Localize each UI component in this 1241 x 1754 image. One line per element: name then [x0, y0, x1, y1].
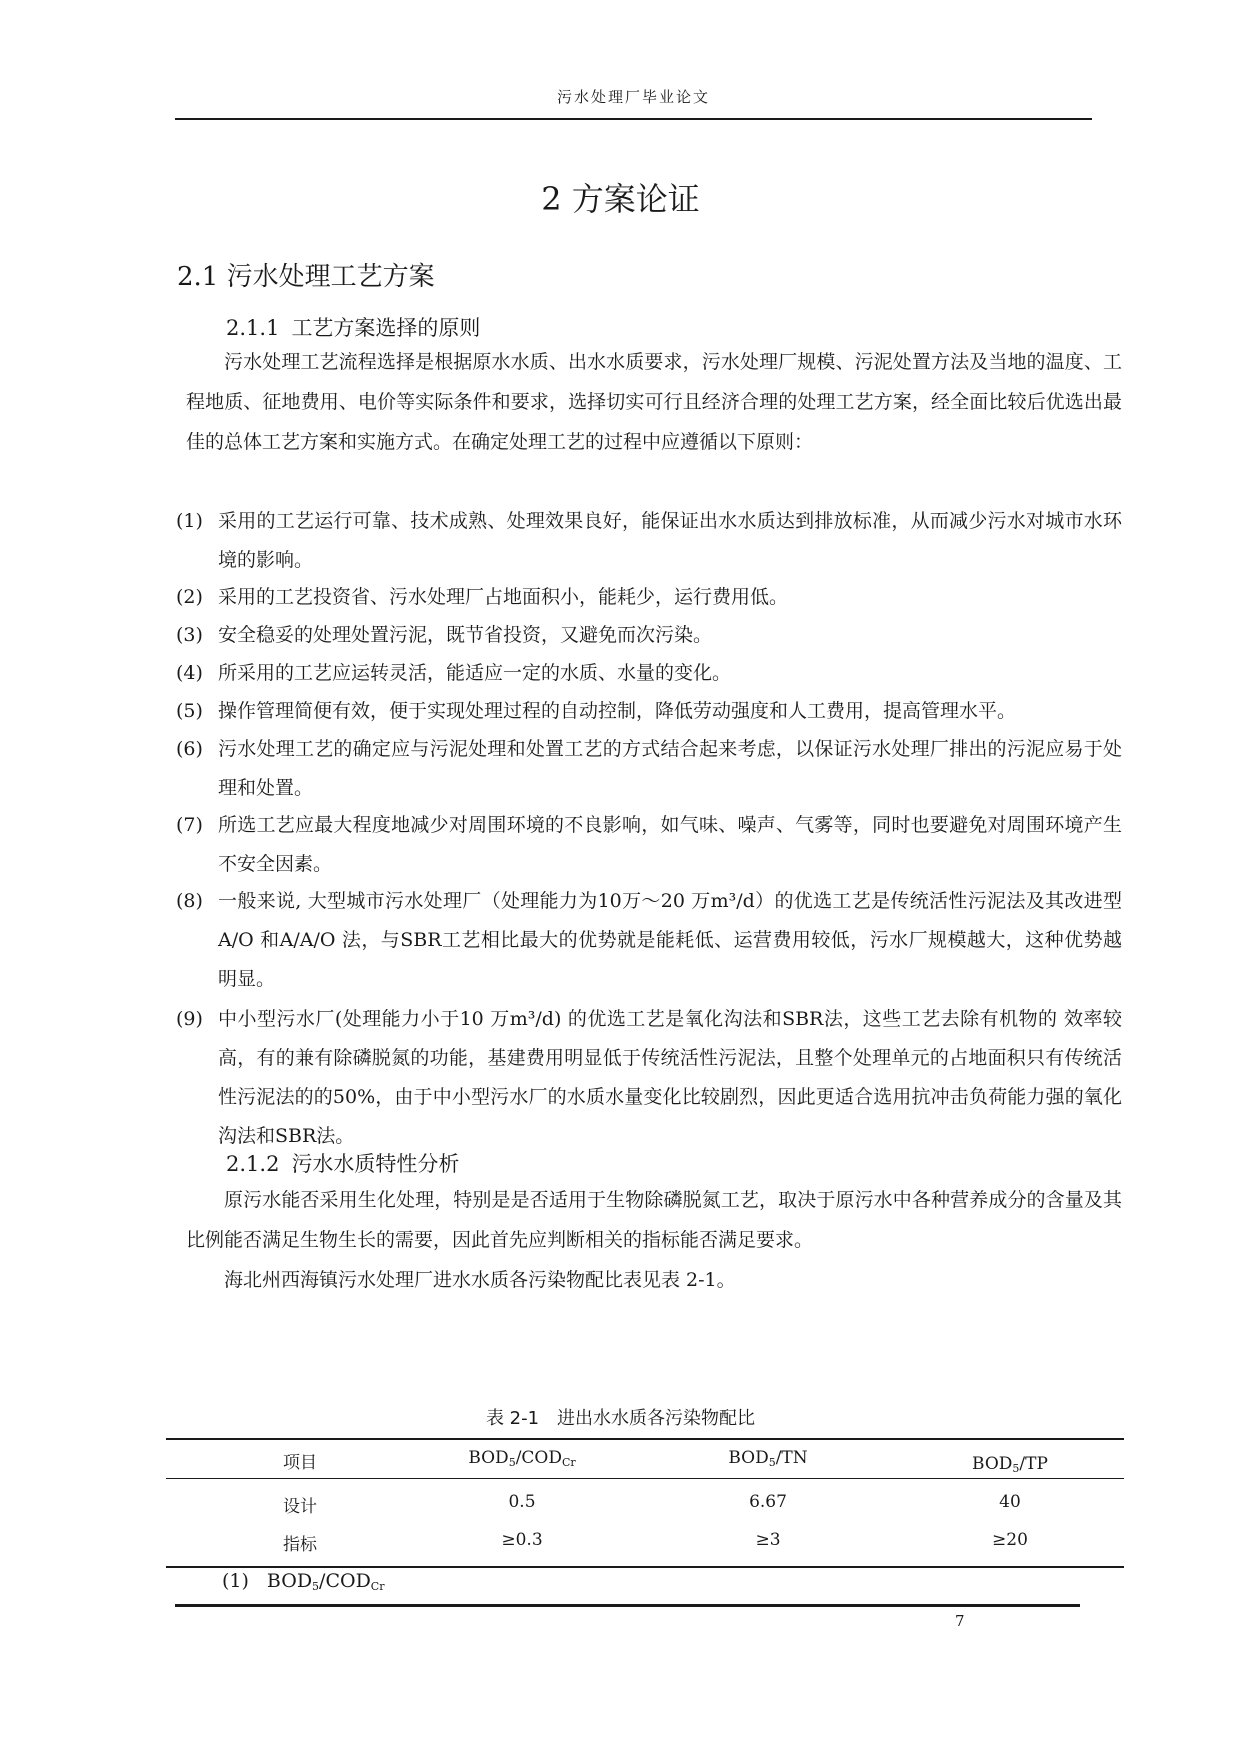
table-cell: 40	[999, 1492, 1021, 1512]
header-rule	[175, 118, 1092, 120]
principle-text: 所选工艺应最大程度地减少对周围环境的不良影响，如气味、噪声、气雾等，同时也要避免对周围环境产生不安全因素。	[218, 814, 1122, 875]
principle-text: 中小型污水厂(处理能力小于10 万m³/d) 的优选工艺是氧化沟法和SBR法，这些工艺去除有机物的 效率较高，有的兼有除磷脱氮的功能，基建费用明显低于传统活性污泥法，且整个处理单元的占地面积只有传统活性污泥法的的50%，由于中小型污水厂的水质水量变化比较剧烈，因此更适合选用抗冲击负荷能力强的氧化沟法和SBR法。	[218, 1008, 1122, 1147]
subsection-number: 2.1.1	[226, 316, 280, 340]
principle-number: (2)	[176, 586, 203, 608]
header-text: /COD	[515, 1448, 562, 1468]
header-text: BOD	[972, 1454, 1013, 1474]
header-subscript: 5	[768, 1456, 776, 1469]
list-item-subscript: 5	[312, 1580, 320, 1593]
table-header-rule	[166, 1478, 1124, 1479]
table-cell: ≥0.3	[501, 1530, 543, 1550]
principle-number: (8)	[176, 890, 203, 912]
intro-paragraph: 污水处理工艺流程选择是根据原水水质、出水水质要求，污水处理厂规模、污泥处置方法及当地的温度、工程地质、征地费用、电价等实际条件和要求，选择切实可行且经济合理的处理工艺方案，经全面比较后优选出最佳的总体工艺方案和实施方式。在确定处理工艺的过程中应遵循以下原则：	[186, 351, 1122, 453]
table-reference-paragraph: 海北州西海镇污水处理厂进水水质各污染物配比表见表 2-1。	[224, 1269, 736, 1291]
principle-number: (3)	[176, 624, 203, 646]
principle-text: 所采用的工艺应运转灵活，能适应一定的水质、水量的变化。	[218, 662, 732, 684]
table-top-rule	[166, 1438, 1124, 1440]
principle-text: 采用的工艺投资省、污水处理厂占地面积小，能耗少，运行费用低。	[218, 586, 789, 608]
subsection-number: 2.1.2	[226, 1152, 280, 1176]
chapter-title: 2 方案论证	[541, 180, 700, 218]
list-item-text: BOD	[266, 1570, 313, 1592]
table-header-bod-cod	[422, 1448, 622, 1469]
table-header-bod-tp	[910, 1454, 1110, 1475]
section-heading-2-1: 2.1 污水处理工艺方案	[177, 262, 435, 292]
principle-number: (6)	[176, 738, 203, 760]
subsection-title: 工艺方案选择的原则	[291, 316, 481, 340]
table-caption: 表 2-1 进出水水质各污染物配比	[485, 1408, 756, 1429]
list-item-number: (1)	[222, 1570, 249, 1592]
header-subscript: 5	[1012, 1462, 1020, 1475]
subsection-title: 污水水质特性分析	[291, 1152, 460, 1176]
header-text: BOD	[468, 1448, 509, 1468]
principle-number: (5)	[176, 700, 203, 722]
principle-text: 安全稳妥的处理处置污泥，既节省投资，又避免而次污染。	[218, 624, 713, 646]
principle-text: 采用的工艺运行可靠、技术成熟、处理效果良好，能保证出水水质达到排放标准，从而减少污水对城市水环境的影响。	[218, 510, 1122, 571]
principle-number: (9)	[176, 1008, 203, 1030]
list-item-bod-cod	[222, 1570, 384, 1593]
footer-rule	[175, 1604, 1080, 1607]
principle-number: (4)	[176, 662, 203, 684]
header-subscript: Cr	[562, 1456, 576, 1469]
list-item-subscript: Cr	[370, 1580, 385, 1593]
subsection-heading-2-1-1	[226, 312, 480, 342]
table-header-bod-tn	[668, 1448, 868, 1469]
subsection-heading-2-1-2	[226, 1148, 459, 1178]
table-cell: 0.5	[508, 1492, 536, 1512]
page-number: 7	[955, 1612, 965, 1630]
principle-number: (7)	[176, 814, 203, 836]
principle-text: 一般来说, 大型城市污水处理厂（处理能力为10万～20 万m³/d）的优选工艺是传统活性污泥法及其改进型A/O 和A/A/O 法，与SBR工艺相比最大的优势就是能耗低、运营费用较低，污水厂规模越大，这种优势越明显。	[218, 890, 1122, 990]
header-text: /TP	[1019, 1454, 1048, 1474]
principle-number: (1)	[176, 510, 203, 532]
header-text: BOD	[728, 1448, 769, 1468]
principle-text: 操作管理简便有效，便于实现处理过程的自动控制，降低劳动强度和人工费用，提高管理水平。	[218, 700, 1017, 722]
table-row-label: 指标	[283, 1535, 317, 1555]
header-subscript: 5	[508, 1456, 516, 1469]
table-row-label: 设计	[283, 1497, 317, 1517]
table-cell: ≥20	[992, 1530, 1028, 1550]
table-bottom-rule	[166, 1566, 1124, 1568]
list-item-text: /COD	[319, 1570, 371, 1592]
table-cell: 6.67	[749, 1492, 787, 1512]
table-cell: ≥3	[755, 1530, 781, 1550]
header-text: /TN	[775, 1448, 808, 1468]
running-header: 污水处理厂毕业论文	[556, 88, 710, 106]
principle-text: 污水处理工艺的确定应与污泥处理和处置工艺的方式结合起来考虑，以保证污水处理厂排出的污泥应易于处理和处置。	[218, 738, 1122, 799]
table-header-item: 项目	[283, 1453, 317, 1473]
body-paragraph: 原污水能否采用生化处理，特别是是否适用于生物除磷脱氮工艺，取决于原污水中各种营养成分的含量及其比例能否满足生物生长的需要，因此首先应判断相关的指标能否满足要求。	[186, 1189, 1122, 1251]
